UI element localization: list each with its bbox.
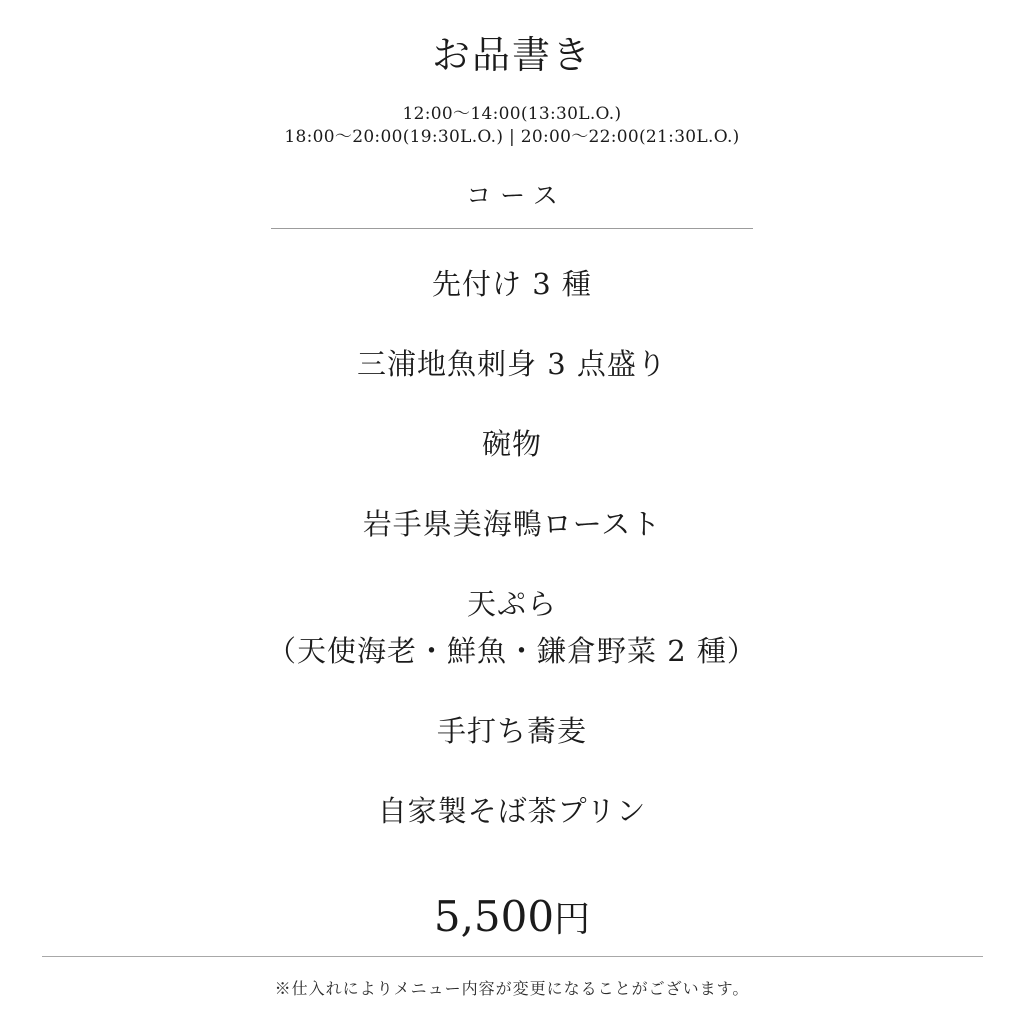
course-item-list bbox=[0, 267, 1024, 829]
service-hours-dinner: 18:00～20:00(19:30L.O.) | 20:00～22:00(21:30L.O.) bbox=[284, 127, 740, 147]
menu-item-appetizer bbox=[0, 267, 1024, 302]
course-price bbox=[0, 892, 1024, 945]
service-hours bbox=[0, 103, 1024, 149]
menu-item-tempura bbox=[0, 587, 1024, 669]
menu-item-dessert bbox=[0, 794, 1024, 829]
course-header-divider bbox=[271, 228, 753, 229]
footer-divider bbox=[42, 956, 983, 957]
page-title: お品書き bbox=[431, 33, 592, 77]
menu-item-soup bbox=[0, 427, 1024, 462]
menu-change-note: ※仕入れによりメニュー内容が変更になることがございます。 bbox=[274, 979, 750, 998]
menu-item-sashimi bbox=[0, 347, 1024, 382]
service-hours-lunch: 12:00～14:00(13:30L.O.) bbox=[402, 104, 622, 124]
menu-item-label: 碗物 bbox=[481, 427, 542, 461]
menu-item-detail: （天使海老・鮮魚・鎌倉野菜 2 種） bbox=[267, 634, 757, 668]
menu-item-label: 自家製そば茶プリン bbox=[377, 794, 647, 828]
section-title-course: コース bbox=[466, 181, 567, 210]
menu-item-label: 先付け 3 種 bbox=[432, 267, 592, 301]
menu-item-label: 三浦地魚刺身 3 点盛り bbox=[357, 347, 667, 381]
price-unit: 円 bbox=[554, 899, 591, 940]
menu-item-label: 手打ち蕎麦 bbox=[436, 714, 587, 748]
price-amount: 5,500 bbox=[433, 892, 555, 941]
menu-item-soba bbox=[0, 714, 1024, 749]
menu-item-label: 岩手県美海鴨ロースト bbox=[362, 507, 662, 541]
menu-item-duck-roast bbox=[0, 507, 1024, 542]
menu-item-label: 天ぷら bbox=[466, 587, 557, 621]
